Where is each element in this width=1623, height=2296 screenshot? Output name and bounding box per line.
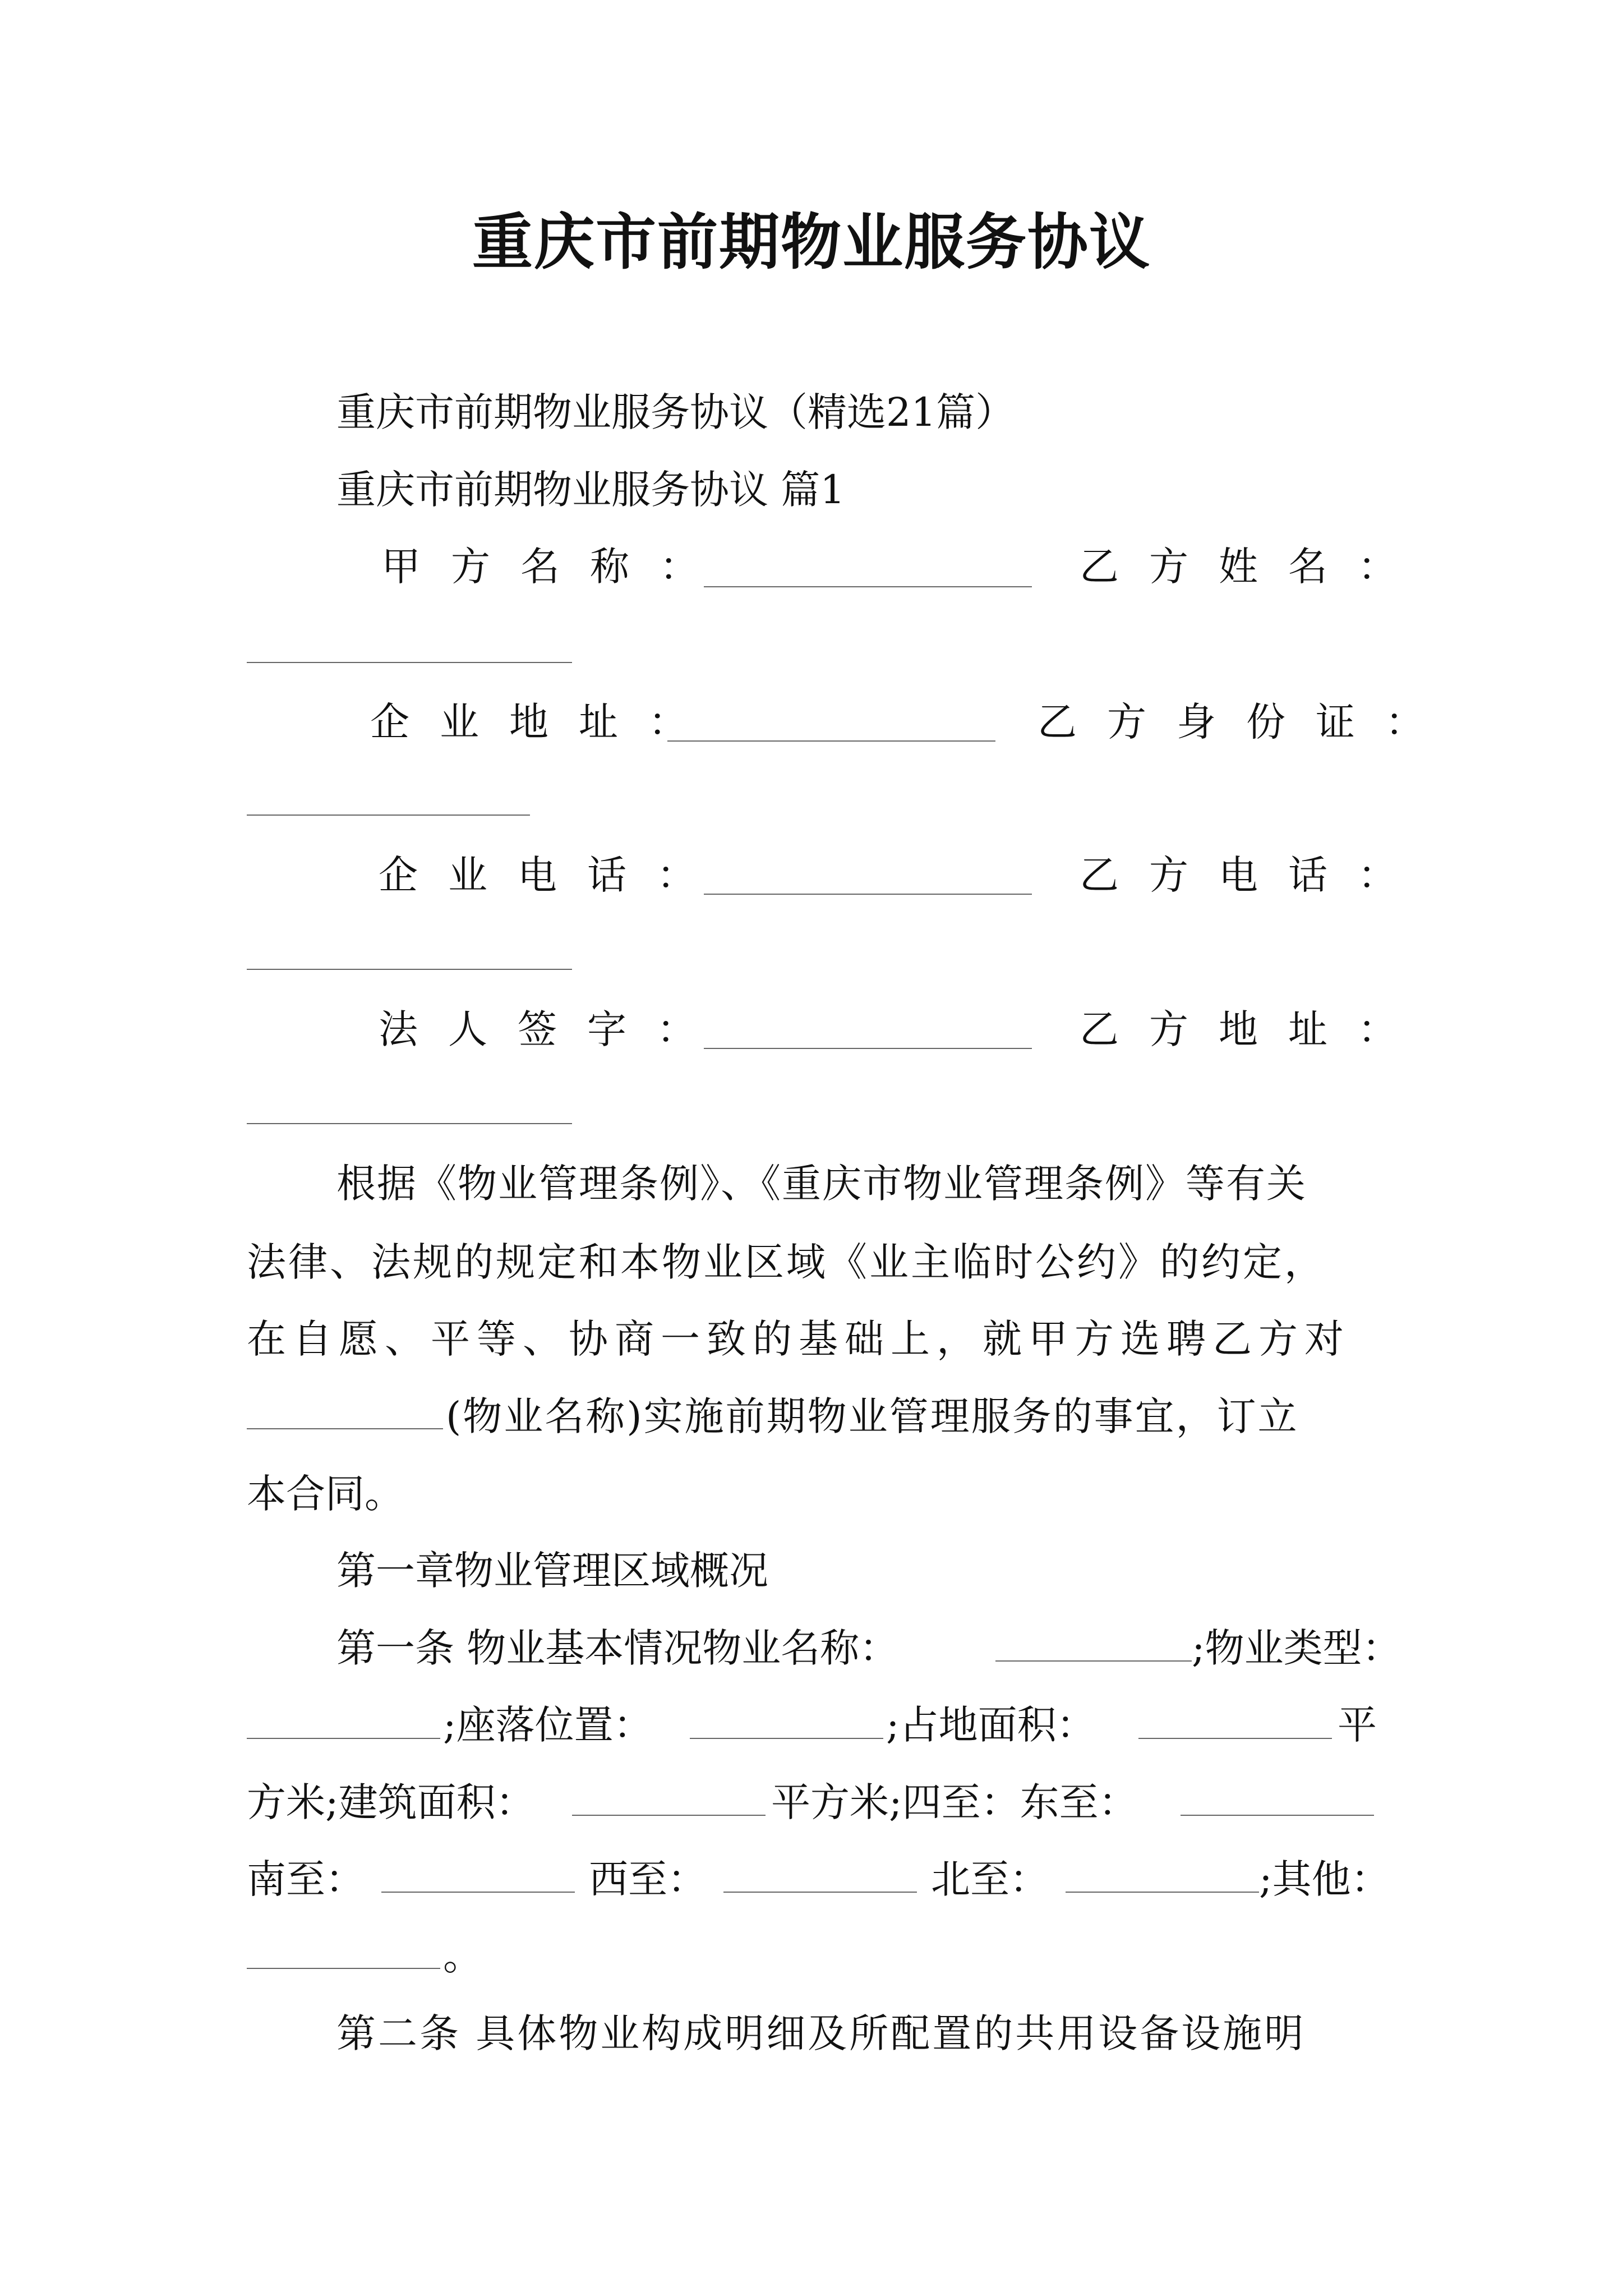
article-1-end: 。 bbox=[443, 1933, 482, 1979]
other-blank[interactable] bbox=[247, 1968, 440, 1969]
north-boundary-label: 北至： bbox=[931, 1856, 1049, 1902]
party-b-name-blank[interactable] bbox=[247, 662, 572, 663]
land-area-label: ;占地面积： bbox=[886, 1702, 1096, 1748]
party-a-name-label: 甲方名称： bbox=[381, 544, 729, 590]
party-b-address-label: 乙方地址： bbox=[1080, 1006, 1427, 1052]
intro-line-4: (物业名称)实施前期物业管理服务的事宜，订立 bbox=[446, 1393, 1299, 1439]
property-name-field-blank[interactable] bbox=[995, 1660, 1192, 1662]
location-label: ;座落位置： bbox=[443, 1702, 653, 1748]
property-type-label: ;物业类型： bbox=[1192, 1625, 1401, 1671]
property-name-blank[interactable] bbox=[247, 1428, 443, 1429]
building-area-label: 方米;建筑面积： bbox=[247, 1779, 535, 1825]
company-phone-label: 企业电话： bbox=[379, 852, 726, 898]
south-boundary-blank[interactable] bbox=[381, 1892, 575, 1893]
east-boundary-label: 平方米;四至：东至： bbox=[771, 1779, 1138, 1825]
article-2-heading: 第二条 具体物业构成明细及所配置的共用设备设施明 bbox=[336, 2010, 1306, 2056]
party-a-name-blank[interactable] bbox=[704, 586, 1032, 587]
legal-signature-label: 法人签字： bbox=[379, 1006, 726, 1052]
land-area-blank[interactable] bbox=[1138, 1738, 1332, 1739]
intro-line-3: 在自愿、平等、协商一致的基础上，就甲方选聘乙方对 bbox=[247, 1316, 1350, 1362]
location-blank[interactable] bbox=[690, 1738, 883, 1739]
east-boundary-blank[interactable] bbox=[1181, 1815, 1374, 1816]
company-address-blank[interactable] bbox=[667, 740, 995, 742]
land-area-unit: 平 bbox=[1338, 1702, 1377, 1748]
party-b-name-label: 乙方姓名： bbox=[1080, 544, 1427, 590]
party-b-id-blank[interactable] bbox=[247, 815, 530, 816]
section-heading: 重庆市前期物业服务协议 篇1 bbox=[336, 467, 845, 513]
west-boundary-label: 西至： bbox=[589, 1856, 707, 1902]
document-subtitle: 重庆市前期物业服务协议（精选21篇） bbox=[336, 389, 1015, 435]
party-b-address-blank[interactable] bbox=[247, 1123, 572, 1124]
article-1-prefix: 第一条 物业基本情况物业名称： bbox=[336, 1625, 899, 1671]
legal-signature-blank[interactable] bbox=[704, 1048, 1032, 1049]
party-b-id-label: 乙方身份证： bbox=[1038, 699, 1455, 745]
west-boundary-blank[interactable] bbox=[723, 1892, 917, 1893]
north-boundary-blank[interactable] bbox=[1066, 1892, 1259, 1893]
intro-line-1: 根据《物业管理条例》、《重庆市物业管理条例》等有关 bbox=[336, 1161, 1307, 1207]
other-label: ;其他： bbox=[1259, 1856, 1390, 1902]
party-b-phone-blank[interactable] bbox=[247, 969, 572, 970]
building-area-blank[interactable] bbox=[572, 1815, 766, 1816]
property-type-blank[interactable] bbox=[247, 1738, 440, 1739]
intro-line-2: 法律、法规的规定和本物业区域《业主临时公约》的约定， bbox=[247, 1239, 1326, 1285]
intro-line-5: 本合同。 bbox=[247, 1471, 404, 1517]
chapter-1-heading: 第一章物业管理区域概况 bbox=[336, 1548, 768, 1594]
party-b-phone-label: 乙方电话： bbox=[1080, 852, 1427, 898]
document-title: 重庆市前期物业服务协议 bbox=[472, 207, 1151, 278]
company-phone-blank[interactable] bbox=[704, 894, 1032, 895]
south-boundary-label: 南至： bbox=[247, 1856, 365, 1902]
company-address-label: 企业地址： bbox=[370, 699, 718, 745]
